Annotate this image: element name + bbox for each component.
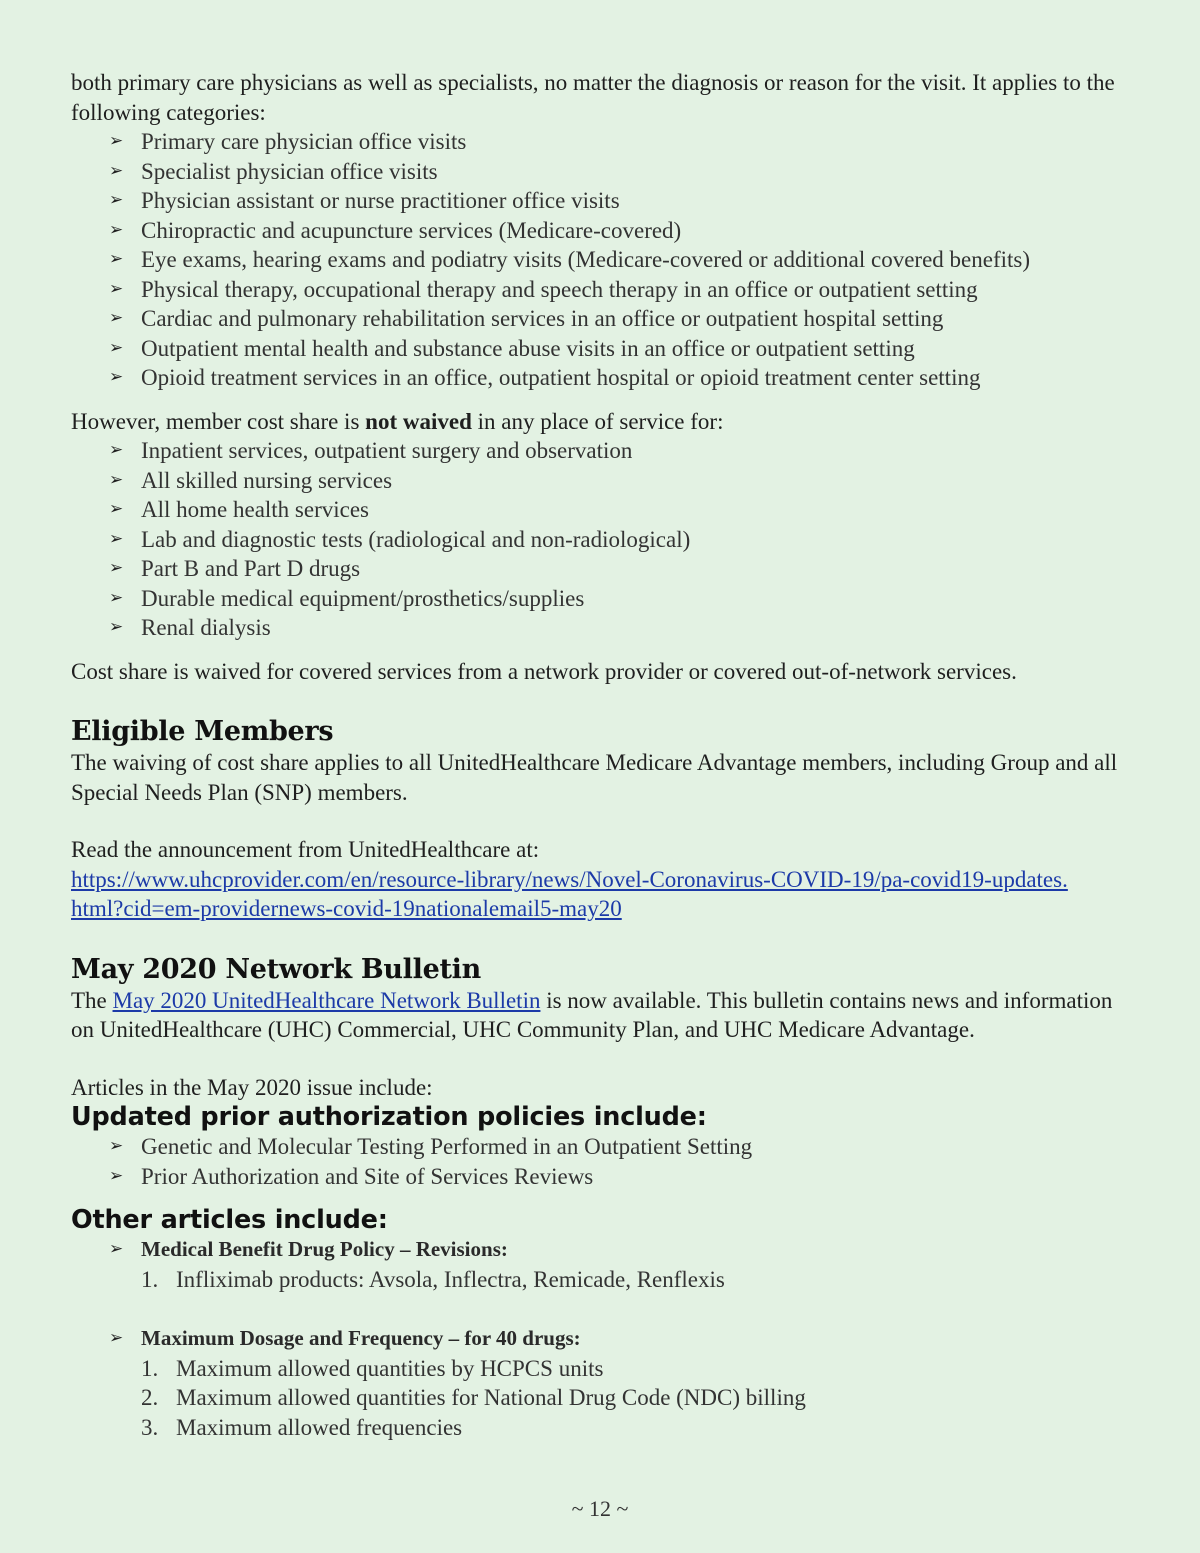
drug-policy-items [71,1265,1126,1295]
list-item: ➢ All skilled nursing services [71,466,1126,496]
max-dosage-list [71,1324,1126,1354]
articles-label: Articles in the May 2020 issue include: [71,1074,433,1100]
announcement-link-line2[interactable]: html?cid=em-providernews-covid-19nationalemail5-may20 [71,896,622,921]
list-item: ➢ Inpatient services, outpatient surgery and observation [71,436,1126,466]
list-item: ➢ Part B and Part D drugs [71,554,1126,584]
arrow-bullet-icon: ➢ [109,1165,124,1186]
prior-auth-heading: Updated prior authorization policies include: [71,1102,707,1132]
arrow-bullet-icon: ➢ [109,499,124,519]
list-item: ➢ Renal dialysis [71,613,1126,643]
arrow-bullet-icon: ➢ [109,1136,124,1156]
list-item: ➢ Lab and diagnostic tests (radiological and non-radiological) [71,525,1126,555]
list-item: 1. Infliximab products: Avsola, Inflectra, Remicade, Renflexis [141,1266,725,1292]
arrow-bullet-icon: ➢ [109,440,124,460]
list-item: ➢ Chiropractic and acupuncture services (Medicare-covered) [71,216,1126,246]
list-item: ➢ Eye exams, hearing exams and podiatry visits (Medicare-covered or additional covered benefits) [71,245,1126,275]
arrow-bullet-icon: ➢ [109,617,124,637]
list-item: 2. Maximum allowed quantities for National Drug Code (NDC) billing [141,1385,806,1410]
page-content [71,68,1126,1442]
announcement-link[interactable] [71,865,1126,924]
list-item: ➢ Maximum Dosage and Frequency – for 40 drugs: [71,1324,1126,1354]
read-announcement-label: Read the announcement from UnitedHealthcare at: [71,837,540,862]
list-item: ➢ Primary care physician office visits [71,127,1126,157]
arrow-bullet-icon: ➢ [109,558,124,578]
bulletin-paragraph: The May 2020 UnitedHealthcare Network Bulletin is now available. This bulletin contains news and information on UnitedHealthcare (UHC) Commercial, UHC Community Plan, and UHC Medicare Advantage. [71,987,1113,1042]
max-dosage-items [71,1354,1126,1443]
list-item: ➢ Opioid treatment services in an office, outpatient hospital or opioid treatment center setting [71,363,1126,393]
arrow-bullet-icon: ➢ [109,190,124,210]
eligible-members-paragraph: The waiving of cost share applies to all UnitedHealthcare Medicare Advantage members, including Group and all Special Needs Plan (SNP) members. [71,750,1118,805]
arrow-bullet-icon: ➢ [109,219,124,240]
arrow-bullet-icon: ➢ [109,337,124,358]
arrow-bullet-icon: ➢ [109,1328,124,1348]
announcement-link-line1[interactable]: https://www.uhcprovider.com/en/resource-library/news/Novel-Coronavirus-COVID-19/pa-covid19-updates. [71,866,1068,892]
list-item: 3. Maximum allowed frequencies [141,1414,463,1440]
bulletin-link[interactable]: May 2020 UnitedHealthcare Network Bulletin [112,987,541,1013]
list-item: ➢ Durable medical equipment/prosthetics/supplies [71,584,1126,614]
arrow-bullet-icon: ➢ [109,587,124,608]
arrow-bullet-icon: ➢ [109,528,124,549]
covered-categories-list [71,127,1126,393]
list-item: ➢ Prior Authorization and Site of Services Reviews [71,1162,1126,1192]
list-item: ➢ Specialist physician office visits [71,157,1126,187]
eligible-members-heading: Eligible Members [71,716,334,747]
page-number: ~ 12 ~ [571,1496,629,1521]
arrow-bullet-icon: ➢ [109,1239,124,1259]
prior-auth-list [71,1132,1126,1191]
arrow-bullet-icon: ➢ [109,308,124,328]
list-item: ➢ Physical therapy, occupational therapy and speech therapy in an office or outpatient setting [71,275,1126,305]
not-waived-lead: However, member cost share is not waived in any place of service for: [71,408,724,434]
intro-paragraph: both primary care physicians as well as specialists, no matter the diagnosis or reason for the visit. It applies to the following categories: [71,70,1115,125]
cost-share-closing: Cost share is waived for covered services from a network provider or covered out-of-network services. [71,658,1017,684]
list-item: ➢ Medical Benefit Drug Policy – Revisions: [71,1235,1126,1265]
arrow-bullet-icon: ➢ [109,160,124,181]
list-item: ➢ Cardiac and pulmonary rehabilitation services in an office or outpatient hospital setting [71,304,1126,334]
not-waived-list [71,436,1126,643]
drug-policy-list [71,1235,1126,1265]
arrow-bullet-icon: ➢ [109,249,124,269]
list-item: ➢ All home health services [71,495,1126,525]
other-articles-heading: Other articles include: [71,1205,388,1235]
arrow-bullet-icon: ➢ [109,469,124,490]
list-item: 1. Maximum allowed quantities by HCPCS units [141,1355,604,1381]
arrow-bullet-icon: ➢ [109,367,124,387]
arrow-bullet-icon: ➢ [109,278,124,299]
list-item: ➢ Outpatient mental health and substance abuse visits in an office or outpatient setting [71,334,1126,364]
network-bulletin-heading: May 2020 Network Bulletin [71,953,481,985]
list-item: ➢ Physician assistant or nurse practitioner office visits [71,186,1126,216]
list-item: ➢ Genetic and Molecular Testing Performed in an Outpatient Setting [71,1132,1126,1162]
arrow-bullet-icon: ➢ [109,131,124,151]
